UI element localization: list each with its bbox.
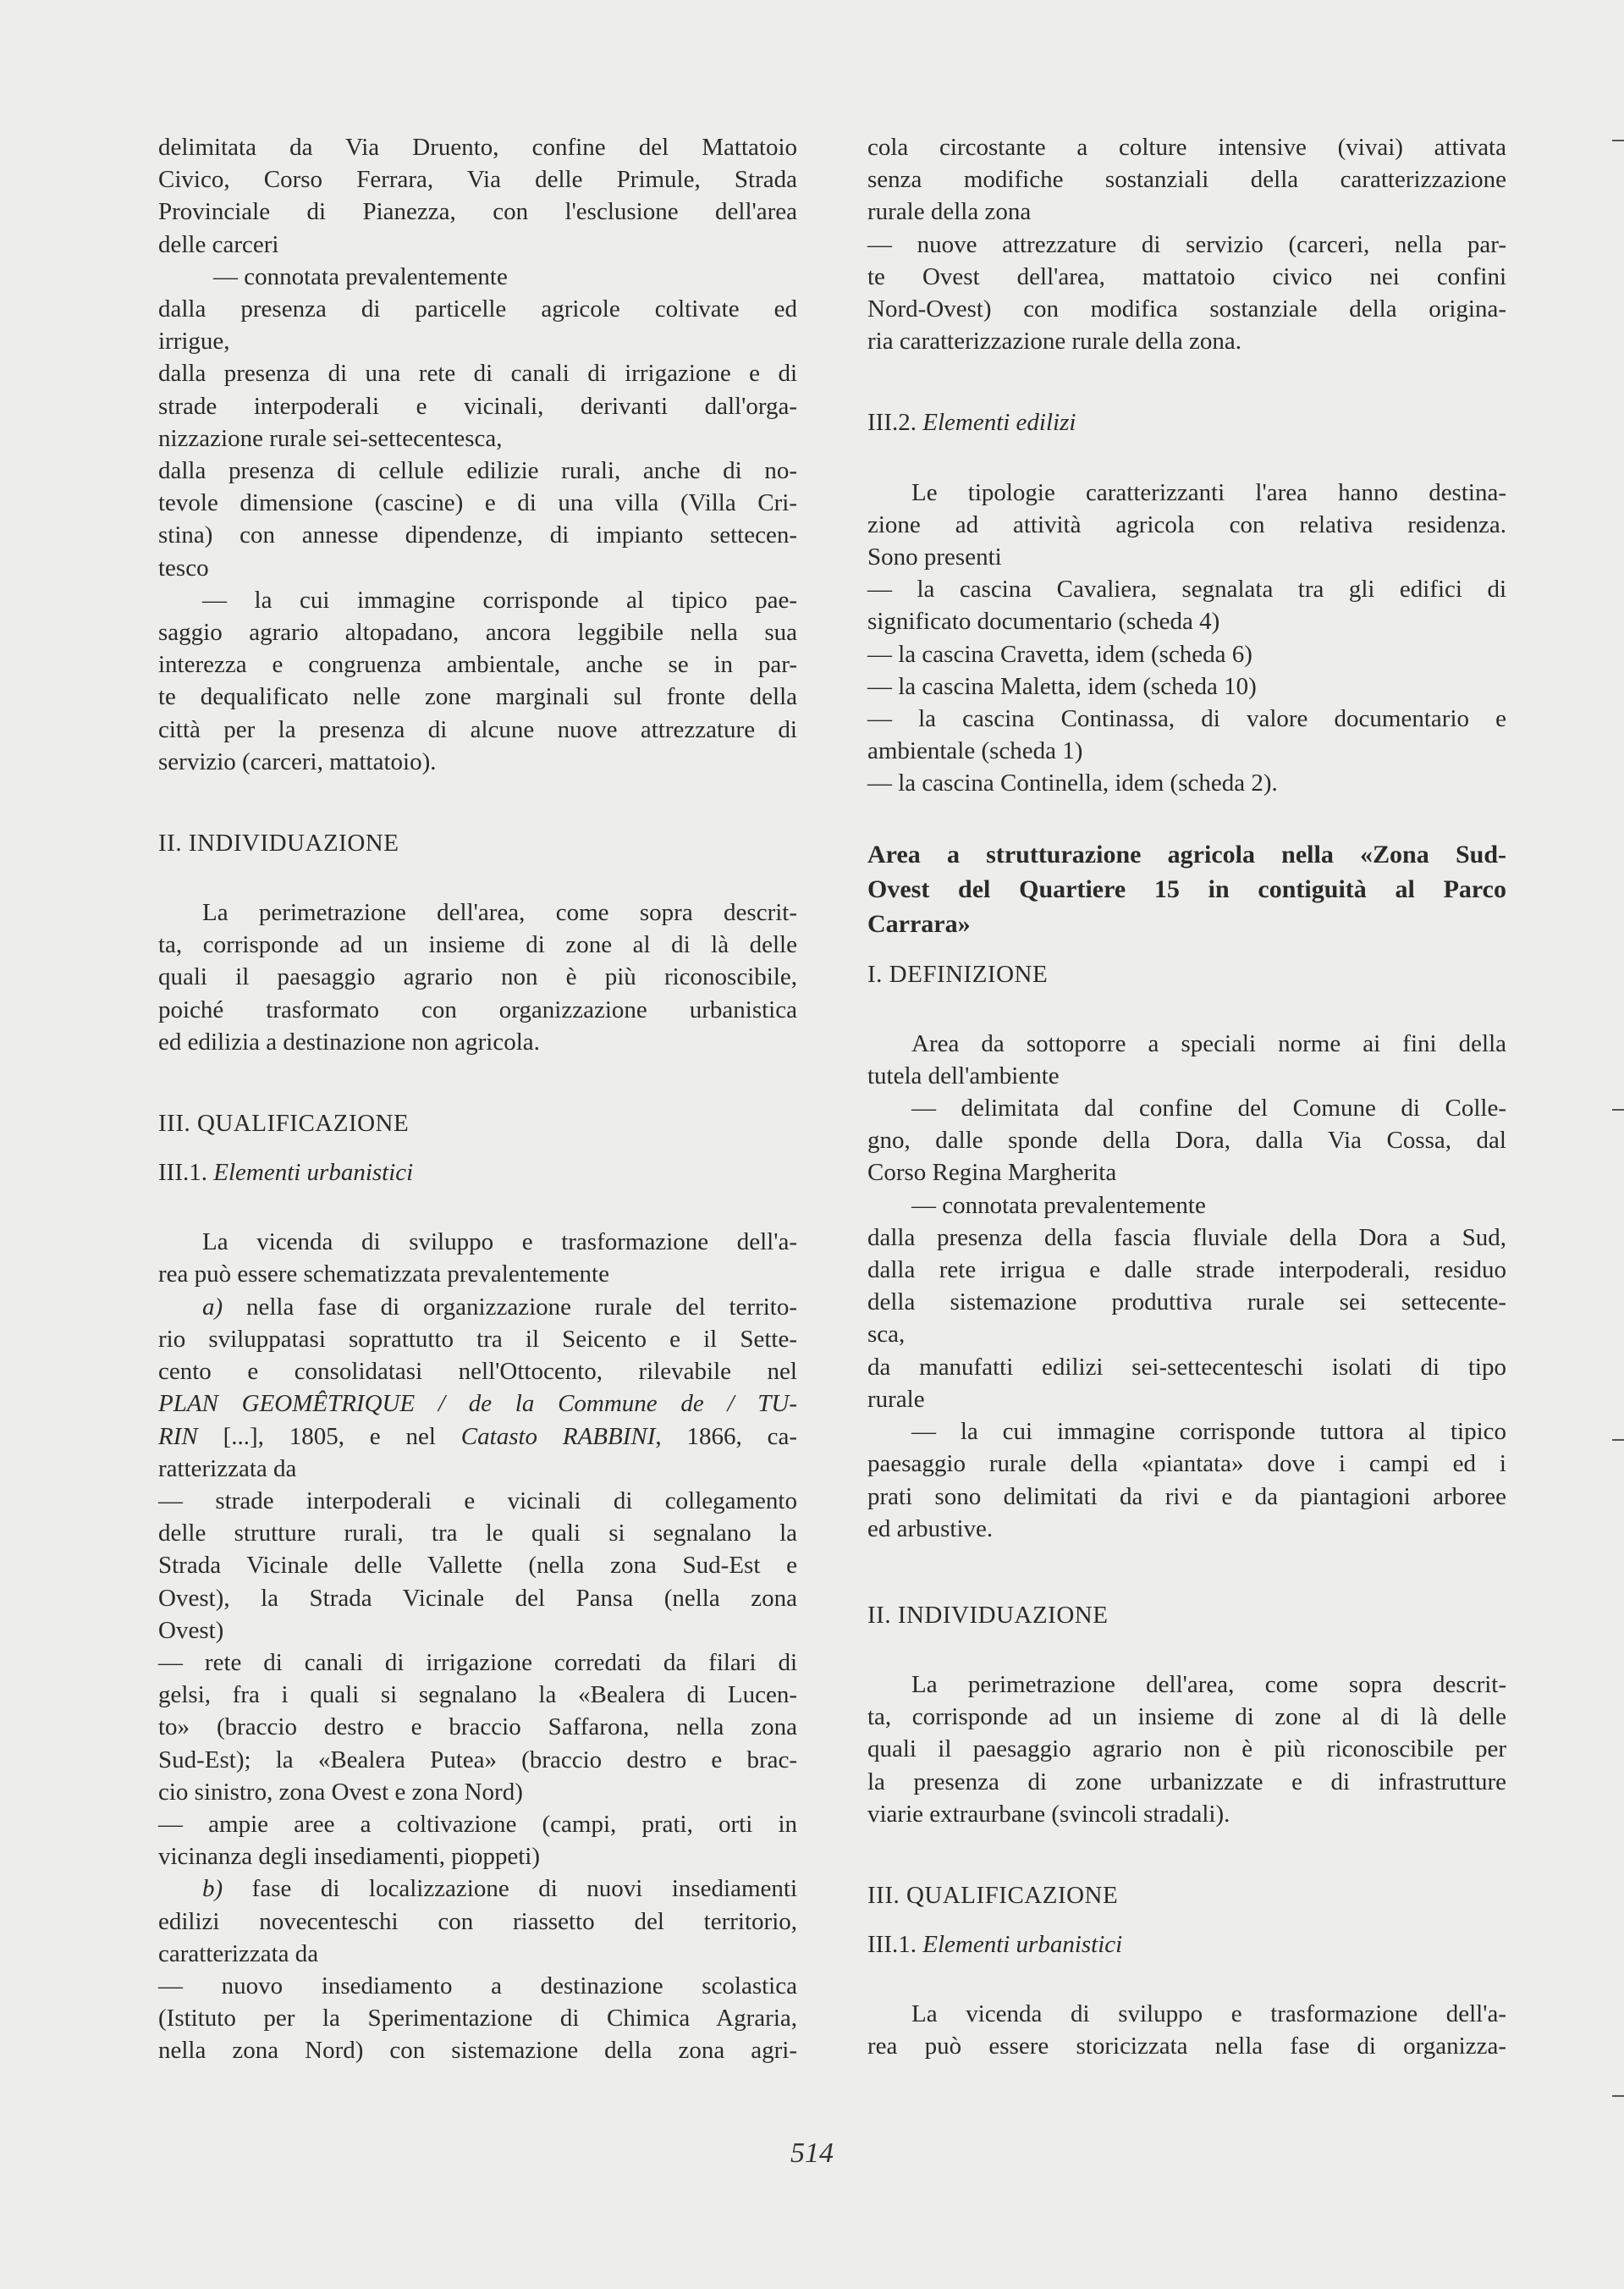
text-line: ta, corrisponde ad un insieme di zone al di là delle bbox=[867, 1703, 1506, 1731]
text-line: La perimetrazione dell'area, come sopra descrit- bbox=[202, 899, 797, 927]
text-line: delle carceri bbox=[158, 230, 279, 258]
text-line: Provinciale di Pianezza, con l'esclusione dell'area bbox=[158, 198, 797, 226]
text-line: paesaggio rurale della «piantata» dove i campi ed i bbox=[867, 1450, 1506, 1478]
text-line: vicinanza degli insediamenti, pioppeti) bbox=[158, 1843, 540, 1871]
text-line: — la cascina Continassa, di valore documentario e bbox=[867, 705, 1506, 733]
text-line: senza modifiche sostanziali della caratterizzazione bbox=[867, 166, 1506, 194]
text-line: ratterizzata da bbox=[158, 1454, 297, 1482]
text-line: saggio agrario altopadano, ancora leggibile nella sua bbox=[158, 619, 797, 647]
subsection-number: III.2. bbox=[867, 409, 917, 437]
text-line: RIN [...], 1805, e nel Catasto RABBINI, 1866, ca- bbox=[158, 1422, 797, 1450]
text-line: — la cui immagine corrisponde tuttora al tipico bbox=[911, 1418, 1506, 1446]
text-line: te dequalificato nelle zone marginali sul fronte della bbox=[158, 683, 797, 711]
text-line: ed arbustive. bbox=[867, 1514, 994, 1542]
text-line: tesco bbox=[158, 554, 209, 582]
text-line: a) nella fase di organizzazione rurale del territo- bbox=[202, 1293, 797, 1321]
text-line: rio sviluppatasi soprattutto tra il Seicento e il Sette- bbox=[158, 1325, 797, 1353]
text-line: Civico, Corso Ferrara, Via delle Primule, Strada bbox=[158, 166, 797, 194]
text-line: — ampie aree a coltivazione (campi, prati, orti in bbox=[158, 1810, 797, 1838]
text-line: — la cascina Cavaliera, segnalata tra gli edifici di bbox=[867, 576, 1506, 604]
citation-plan-cont: RIN bbox=[158, 1422, 198, 1450]
text-line: zione ad attività agricola con relativa residenza. bbox=[867, 510, 1506, 538]
text-line: La vicenda di sviluppo e trasformazione dell'a- bbox=[911, 2000, 1506, 2028]
text-line: cento e consolidatasi nell'Ottocento, rilevabile nel bbox=[158, 1358, 797, 1386]
text-line: strade interpoderali e vicinali, derivanti dall'orga- bbox=[158, 392, 797, 420]
text-line: rurale bbox=[867, 1385, 925, 1413]
subsection-heading bbox=[867, 1928, 1506, 1961]
text-line: — strade interpoderali e vicinali di collegamento bbox=[158, 1486, 797, 1514]
text-line: delimitata da Via Druento, confine del Mattatoio bbox=[158, 134, 797, 161]
list-marker-b: b) bbox=[202, 1875, 223, 1903]
list-marker-a: a) bbox=[202, 1293, 223, 1321]
text-line: — nuovo insediamento a destinazione scolastica bbox=[158, 1972, 797, 1999]
scan-edge-mark bbox=[1612, 1439, 1624, 1441]
text-line: dalla presenza di particelle agricole coltivate ed bbox=[158, 295, 797, 323]
text-line: ambientale (scheda 1) bbox=[867, 737, 1083, 765]
text-line: nizzazione rurale sei-settecentesca, bbox=[158, 424, 503, 452]
text-line: to» (braccio destro e braccio Saffarona, nella zona bbox=[158, 1713, 797, 1741]
text-line: Sud-Est); la «Bealera Putea» (braccio destro e brac- bbox=[158, 1746, 797, 1773]
text-line: rea può essere storicizzata nella fase di organizza- bbox=[867, 2033, 1506, 2060]
text-line: prati sono delimitati da rivi e da piantagioni arboree bbox=[867, 1482, 1506, 1510]
subsection-number: III.1. bbox=[867, 1930, 917, 1958]
text-line: rea può essere schematizzata prevalentemente bbox=[158, 1260, 609, 1288]
text-line: interezza e congruenza ambientale, anche se in par- bbox=[158, 651, 797, 679]
text-line: significato documentario (scheda 4) bbox=[867, 608, 1220, 636]
text-line: città per la presenza di alcune nuove attrezzature di bbox=[158, 715, 797, 743]
citation-catasto: Catasto RABBINI bbox=[460, 1422, 656, 1450]
text-line: nella zona Nord) con sistemazione della zona agri- bbox=[158, 2037, 797, 2065]
text-line: La vicenda di sviluppo e trasformazione dell'a- bbox=[202, 1228, 797, 1256]
text-line: edilizi novecenteschi con riassetto del territorio, bbox=[158, 1907, 797, 1935]
subsection-heading bbox=[867, 406, 1506, 438]
text-line: irrigue, bbox=[158, 328, 230, 356]
text-line: Area da sottoporre a speciali norme ai fini della bbox=[911, 1029, 1506, 1057]
section-heading: III. QUALIFICAZIONE bbox=[867, 1881, 1119, 1909]
text-line: quali il paesaggio agrario non è più riconoscibile, bbox=[158, 963, 797, 991]
text-line: La perimetrazione dell'area, come sopra descrit- bbox=[911, 1670, 1506, 1698]
text-line: — la cascina Continella, idem (scheda 2). bbox=[867, 769, 1278, 797]
subsection-title: Elementi urbanistici bbox=[213, 1159, 414, 1187]
text-line: (Istituto per la Sperimentazione di Chimica Agraria, bbox=[158, 2005, 797, 2033]
citation-plan: PLAN GEOMÊTRIQUE / de la Commune de / TU- bbox=[158, 1390, 797, 1418]
area-title: Area a strutturazione agricola nella «Zona Sud- bbox=[867, 840, 1506, 869]
text-line: servizio (carceri, mattatoio). bbox=[158, 747, 437, 775]
section-heading: III. QUALIFICAZIONE bbox=[158, 1110, 410, 1138]
section-heading: II. INDIVIDUAZIONE bbox=[158, 830, 399, 858]
text-line: — la cui immagine corrisponde al tipico pae- bbox=[202, 586, 797, 614]
section-heading: I. DEFINIZIONE bbox=[867, 960, 1049, 988]
text-line: — delimitata dal confine del Comune di Colle- bbox=[911, 1095, 1506, 1122]
subsection-title: Elementi edilizi bbox=[922, 409, 1076, 437]
scan-edge-mark bbox=[1612, 2095, 1624, 2097]
text-line: delle strutture rurali, tra le quali si segnalano la bbox=[158, 1520, 797, 1547]
text-line: la presenza di zone urbanizzate e di infrastrutture bbox=[867, 1768, 1506, 1795]
text-line: ed edilizia a destinazione non agricola. bbox=[158, 1028, 540, 1056]
text-line: — nuove attrezzature di servizio (carceri, nella par- bbox=[867, 230, 1506, 258]
text-line: Corso Regina Margherita bbox=[867, 1159, 1117, 1187]
text-line: — la cascina Cravetta, idem (scheda 6) bbox=[867, 640, 1252, 668]
text-line: tutela dell'ambiente bbox=[867, 1062, 1060, 1089]
text-line: dalla presenza di cellule edilizie rurali, anche di no- bbox=[158, 457, 797, 485]
text-line: — connotata prevalentemente bbox=[213, 262, 508, 290]
text-line: — connotata prevalentemente bbox=[911, 1191, 1206, 1219]
text-line: ria caratterizzazione rurale della zona. bbox=[867, 328, 1241, 356]
text-line: Le tipologie caratterizzanti l'area hanno destina- bbox=[911, 478, 1506, 506]
text-line: sca, bbox=[867, 1321, 906, 1349]
text-line bbox=[158, 1387, 797, 1420]
text-line: gno, dalle sponde della Dora, dalla Via Cossa, dal bbox=[867, 1127, 1506, 1155]
subsection-title: Elementi urbanistici bbox=[922, 1930, 1123, 1958]
text-line: Ovest), la Strada Vicinale del Pansa (nella zona bbox=[158, 1584, 797, 1612]
scan-edge-mark bbox=[1612, 140, 1624, 141]
section-heading: II. INDIVIDUAZIONE bbox=[867, 1601, 1109, 1629]
text-line: della sistemazione produttiva rurale sei settecente- bbox=[867, 1288, 1506, 1316]
left-column bbox=[158, 131, 797, 2067]
text-line: — rete di canali di irrigazione corredati da filari di bbox=[158, 1648, 797, 1676]
text-line: Nord-Ovest) con modifica sostanziale della origina- bbox=[867, 295, 1506, 323]
text-line: rurale della zona bbox=[867, 198, 1032, 226]
text-line: cio sinistro, zona Ovest e zona Nord) bbox=[158, 1778, 523, 1806]
text-line: caratterizzata da bbox=[158, 1939, 319, 1967]
text-line: dalla presenza della fascia fluviale della Dora a Sud, bbox=[867, 1223, 1506, 1251]
text-line: tevole dimensione (cascine) e di una villa (Villa Cri- bbox=[158, 489, 797, 517]
text-line: dalla presenza di una rete di canali di irrigazione e di bbox=[158, 360, 797, 388]
subsection-number: III.1. bbox=[158, 1159, 207, 1187]
text-line: te Ovest dell'area, mattatoio civico nei confini bbox=[867, 262, 1506, 290]
text-line: quali il paesaggio agrario non è più riconoscibile per bbox=[867, 1735, 1506, 1763]
text-line: ta, corrisponde ad un insieme di zone al di là delle bbox=[158, 931, 797, 959]
text-line: Ovest) bbox=[158, 1616, 224, 1644]
text-line: b) fase di localizzazione di nuovi insediamenti bbox=[202, 1875, 798, 1903]
text-line: stina) con annesse dipendenze, di impianto settecen- bbox=[158, 521, 797, 549]
text-line: Sono presenti bbox=[867, 543, 1002, 571]
text-line: Strada Vicinale delle Vallette (nella zona Sud-Est e bbox=[158, 1552, 797, 1580]
text-line: da manufatti edilizi sei-settecenteschi isolati di tipo bbox=[867, 1353, 1506, 1381]
area-title: Carrara» bbox=[867, 909, 971, 938]
text-line: poiché trasformato con organizzazione urbanistica bbox=[158, 996, 797, 1023]
area-title: Ovest del Quartiere 15 in contiguità al Parco bbox=[867, 874, 1506, 903]
text-line: cola circostante a colture intensive (vivai) attivata bbox=[867, 134, 1506, 161]
text-line: — la cascina Maletta, idem (scheda 10) bbox=[867, 672, 1257, 700]
right-column bbox=[867, 131, 1506, 2063]
page-number: 514 bbox=[790, 2137, 834, 2169]
text-line: viarie extraurbane (svincoli stradali). bbox=[867, 1800, 1230, 1828]
scan-edge-mark bbox=[1612, 1109, 1624, 1111]
text-line: dalla rete irrigua e dalle strade interpoderali, residuo bbox=[867, 1256, 1506, 1284]
subsection-heading bbox=[158, 1156, 797, 1189]
text-line: gelsi, fra i quali si segnalano la «Bealera di Lucen- bbox=[158, 1681, 797, 1709]
